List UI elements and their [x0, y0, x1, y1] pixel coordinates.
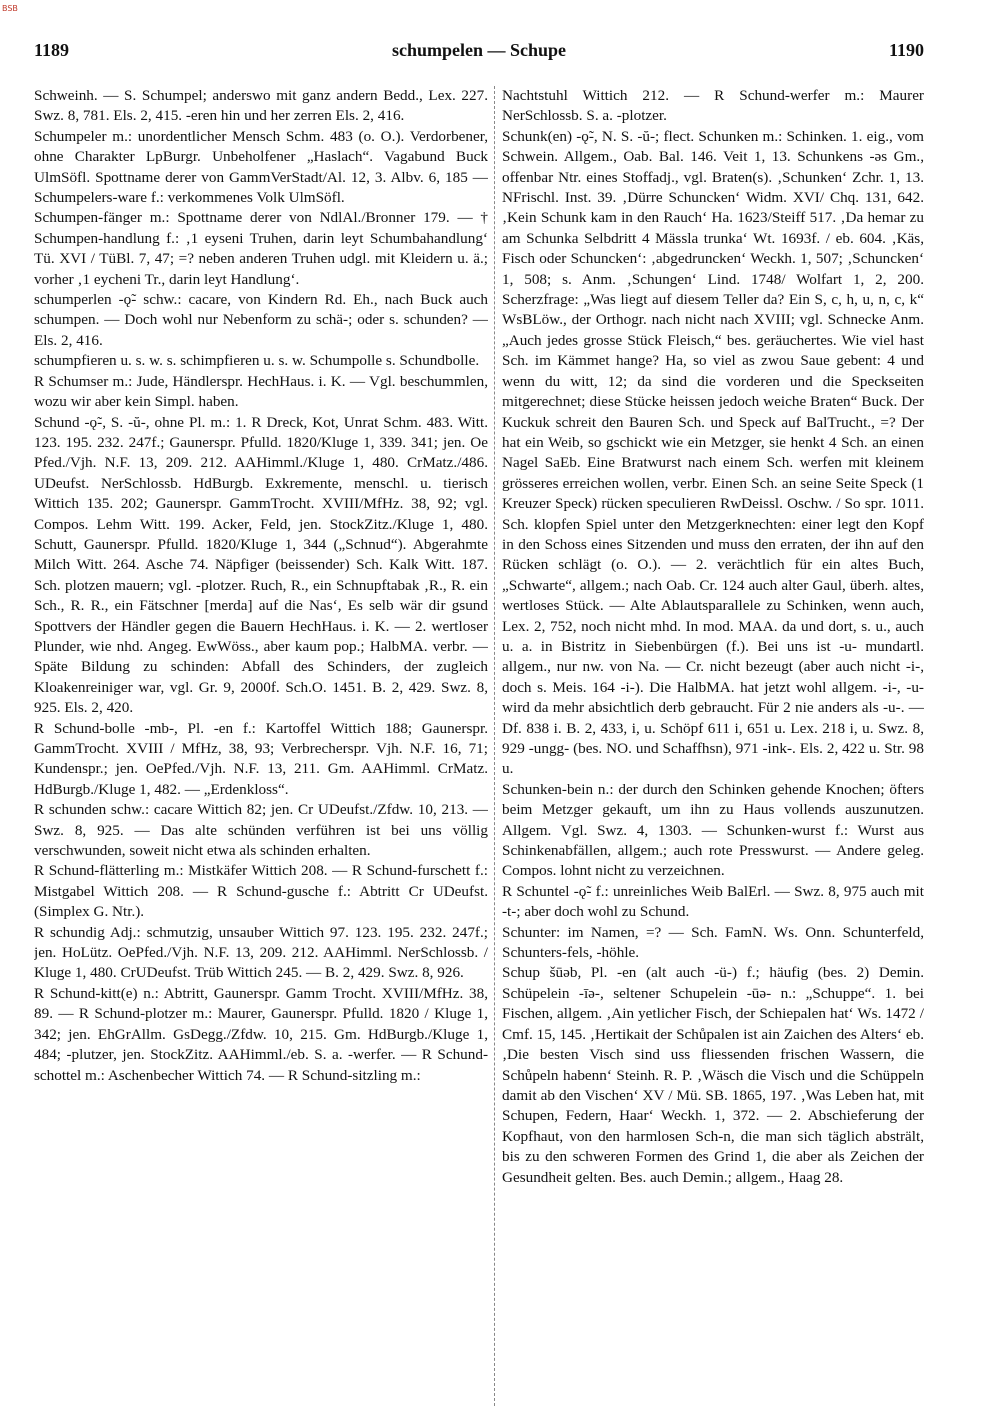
right-column	[502, 86, 924, 1406]
page-header	[34, 40, 924, 64]
entry-paragraph: Schweinh. — S. Schumpel; anderswo mit ganz andern Bedd., Lex. 227. Swz. 8, 781. Els. 2, 415. -eren hin und her zerren Els. 2, 416.	[34, 87, 488, 125]
entry-paragraph: schumperlen -ǫ̃- schw.: cacare, von Kindern Rd. Eh., nach Buck auch schumpen. — Doch wohl nur Nebenform zu schä-; oder s. schunden? — Els. 2, 416.	[34, 291, 488, 349]
entry-paragraph: Nachtstuhl Wittich 212. — R Schund-werfer m.: Maurer NerSchlossb. S. a. -plotzer.	[502, 87, 924, 125]
entry-paragraph: Schumpen-fänger m.: Spottname derer von NdlAl./Bronner 179. — † Schumpen-handlung f.: ‚1 eyseni Truhen, darin leyt Schumbahandlung‘ Tü. XVI / TüBl. 7, 47; =? neben anderen Truhen udgl. mit Kleidern u. ä.; vorher ‚1 eycheni Tr., darin leyt Handlung‘.	[34, 209, 488, 288]
entry-paragraph: schumpfieren u. s. w. s. schimpfieren u. s. w. Schumpolle s. Schundbolle.	[34, 352, 480, 370]
page-number-right: 1190	[888, 40, 924, 60]
entry-paragraph: Schunken-bein n.: der durch den Schinken gehende Knochen; öfters beim Metzger gekauft, um ihn zu Haus vollends auszunutzen. Allgem. Vgl. Swz. 4, 1303. — Schunken-wurst f.: Wurst aus Schinkenabfällen, allgem.; auch rote Presswurst. — Andere geleg. Compos. lohnt nicht zu verzeichnen.	[502, 780, 924, 880]
library-watermark: BSB	[2, 4, 18, 13]
entry-paragraph: R Schuntel -ǫ̃- f.: unreinliches Weib BalErl. — Swz. 8, 975 auch mit -t-; aber doch wohl zu Schund.	[502, 882, 924, 921]
column-divider	[494, 86, 495, 1406]
entry-paragraph: R Schund-kitt(e) n.: Abtritt, Gaunerspr. Gamm Trocht. XVIII/MfHz. 38, 89. — R Schund-plotzer m.: Maurer, Gaunerspr. Pfulld. 1820 / Kluge 1, 342; jen. EhGrAllm. GsDegg./Zfdw. 10, 215. Gm. HdBurgb./Kluge 1, 484; -plutzer, jen. StockZitz. AAHimml./eb. S. a. -werfer. — R Schund-schottel m.: Aschenbecher Wittich 74. — R Schund-sitzling m.:	[34, 984, 488, 1084]
entry-paragraph: R schunden schw.: cacare Wittich 82; jen. Cr UDeufst./Zfdw. 10, 213. — Swz. 8, 925. — Das alte schünden verführen ist bei uns völlig verschwunden, soweit nicht etwa als schinden erhalten.	[34, 801, 488, 860]
entry-paragraph: R schundig Adj.: schmutzig, unsauber Wittich 97. 123. 195. 232. 247f.; jen. HoLütz. OePfed./Vjh. N.F. 13, 209. 212. AAHimml. NerSchlossb. / Kluge 1, 480. CrUDeufst. Trüb Wittich 245. — B. 2, 429. Swz. 8, 926.	[34, 923, 488, 982]
page-title: schumpelen — Schupe	[391, 40, 567, 60]
entry-paragraph: R Schumser m.: Jude, Händlerspr. HechHaus. i. K. — Vgl. beschummlen, wozu wir aber kein Simpl. haben.	[34, 372, 488, 411]
entry-paragraph: Schup šūəb, Pl. -en (alt auch -ü-) f.; häufig (bes. 2) Demin. Schüpelein -īə-, seltener Schupelein -ūə- n.: „Schuppe“. 1. bei Fischen, allgem. ‚Ain yetlicher Fisch, der Schiepalen hat‘ Ws. 1472 / Cmf. 15, 145. ‚Hertikait der Schůpalen ist ain Zaichen des Alters‘ eb. ‚Die besten Visch sind uss fliessenden frischen Wassern, die Schůpeln habenn‘ Steinh. R. P. ‚Wäsch die Visch und die Schüppeln damit ab den Vischen‘ XV / Mü. SB. 1865, 197. ‚Was Leben hat, mit Schupen, Federn, Haar‘ Weckh. 1, 372. — 2. Abschieferung der Kopfhaut, von den harmlosen Sch-n, die man sich täglich abstrält, bis zu den schweren Formen des Grind 1, die aber als Zeichen der Gesundheit gelten. Bes. auch Demin.; allgem., Haag 28.	[502, 964, 924, 1186]
page-number-left: 1189	[34, 40, 70, 60]
entry-paragraph: R Schund-flätterling m.: Mistkäfer Wittich 208. — R Schund-furschett f.: Mistgabel Wittich 208. — R Schund-gusche f.: Abtritt Cr UDeufst. (Simplex G. Ntr.).	[34, 862, 488, 921]
entry-paragraph: Schund -ǫ̃-, S. -ŭ-, ohne Pl. m.: 1. R Dreck, Kot, Unrat Schm. 483. Witt. 123. 195. 232. 247f.; Gaunerspr. Pfulld. 1820/Kluge 1, 339. 341; jen. Oe Pfed./Vjh. N.F. 13, 209. 212. AAHimml./Kluge 1, 480. CrMatz./486. UDeufst. NerSchlossb. HdBurgb. Exkremente, menschl. u. tierisch Wittich 135. 202; Gaunerspr. GammTrocht. XVIII/MfHz. 38, 92; vgl. Compos. Lehm Witt. 199. Acker, Feld, jen. StockZitz./Kluge 1, 480. Schutt, Gaunerspr. Pfulld. 1820/Kluge 1, 344 („Schnud“). Abgerahmte Milch Witt. 264. Asche 74. Näpfiger (beissender) Sch. Kalk Witt. 187. Sch. plotzen mauern; vgl. -plotzer. Ruch, R., ein Schnupftabak ‚R., R. ein Sch., R. R., ein Fätschner [merda] auf die Nas‘, Es selb wär dir gsund Spottvers der Händler gegen die Bauern HechHaus. i. K. — 2. wertloser Plunder, wie nhd. Angeg. EwWöss., aber kaum pop.; HalbMA. verbr. — Späte Bildung zu schinden: Abfall des Schinders, der zugleich Kloakenreiniger war, vgl. Gr. 9, 2000f. Sch.O. 1451. B. 2, 429. Swz. 8, 925. Els. 2, 420.	[34, 413, 488, 717]
entry-paragraph: Schumpeler m.: unordentlicher Mensch Schm. 483 (o. O.). Verdorbener, ohne Charakter LpBurgr. Unbeholfener „Haslach“. Vagabund Buck UlmSöfl. Spottname derer von GammVerStadt/Al. 12, 3. Albv. 6, 185 — Schumpelers-ware f.: verkommenes Volk UlmSöfl.	[34, 127, 488, 207]
left-column	[34, 86, 488, 1406]
entry-paragraph: Schunter: im Namen, =? — Sch. FamN. Ws. Onn. Schunterfeld, Schunters-fels, -höhle.	[502, 923, 924, 962]
entry-paragraph: R Schund-bolle -mb-, Pl. -en f.: Kartoffel Wittich 188; Gaunerspr. GammTrocht. XVIII / MfHz, 38, 93; Verbrecherspr. Vjh. N.F. 16, 71; Kundenspr.; jen. OePfed./Vjh. N.F. 13, 211. Gm. AAHimml. CrMatz. HdBurgb./Kluge 1, 482. — „Erdenkloss“.	[34, 719, 488, 798]
entry-paragraph: Schunk(en) -ǫ̃-, N. S. -ŭ-; flect. Schunken m.: Schinken. 1. eig., vom Schwein. Allgem., Oab. Bal. 146. Veit 1, 13. Schunkens -əs Gm., offenbar Ntr. eines Stoffadj., vgl. Braten(s). ‚Schunken‘ Zchr. 1, 13. NFrischl. Inst. 39. ‚Dürre Schuncken‘ Widm. XVI/ Chq. 131, 642. ‚Kein Schunk kam in den Rauch‘ Ha. 1623/Steiff 517. ‚Da hemar zu am Schunka Selbdritt 4 Mässla trunka‘ Wt. 1693f. / eb. 604. ‚Käs, Fisch oder Schuncken‘: ‚abgedruncken‘ Weckh. 1, 507; ‚Schuncken‘ 1, 508; s. Anm. ‚Schungen‘ Lind. 1748/ Wolfart 1, 2, 200. Scherzfrage: „Was liegt auf diesem Teller da? Ein S, c, h, u, n, c, k“ WsBLöw., der Orthogr. nach nicht nach XVIII; vgl. Schnecke Anm. „Auch jedes grosse Stück Fleisch,“ bes. geräuchertes. Wie viel hast Sch. im Kämmet hange? Ha, so viel as zwou Saue gebent: 4 und wenn du witt, 12; da sind die vorderen und die Speckseiten mitgerechnet; diese Stücke heissen jedoch weiche Braten“ Buck. Der Kuckuk schreit den Bauren Sch. und Speck auf BalTrucht., =? Der hat ein Weib, so gschickt wie ein Metzger, sie henkt 4 Sch. an einen Nagel SaEb. Eine Bratwurst nach einem Sch. werfen mit kleinem grösseres erreichen wollen, verbr. Einen Sch. an seine Seite Speck (1 Kreuzer Speck) rücken speculieren RwDeissl. Oschw. / So spr. 1011. Sch. klopfen Spiel unter den Metzgerknechten: einer legt den Kopf in den Schoss eines Sitzenden und muss den erraten, der ihn auf den Rücken schlägt (o. O.). — 2. verächtlich für ein altes Buch, „Schwarte“, allgem.; nach Oab. Cr. 124 auch alter Gaul, überh. altes, wertloses Stück. — Alte Ablautsparallele zu Schinken, wenn auch, Lex. 2, 752, noch nicht mhd. In mod. MAA. da und dort, s. u., auch u. a. in Bistritz in Siebenbürgen (f.). Bei uns ist -u- mundartl. allgem., nur nw. von Na. — Cr. nicht bezeugt (aber auch nicht -i-, doch s. Meis. 164 -i-). Die HalbMA. hat jetzt wohl allgem. -i-, -u- wird da mehr absichtlich derb gebraucht. Für 2 nie anders als -u-. — Df. 838 i. B. 2, 433, i, u. Schöpf 611 i, 651 u. Lex. 218 i, u. Swz. 8, 929 -ungg- (bes. NO. und Schaffhsn), 971 -ink-. Els. 2, 422 u. Str. 98 u.	[502, 127, 924, 778]
